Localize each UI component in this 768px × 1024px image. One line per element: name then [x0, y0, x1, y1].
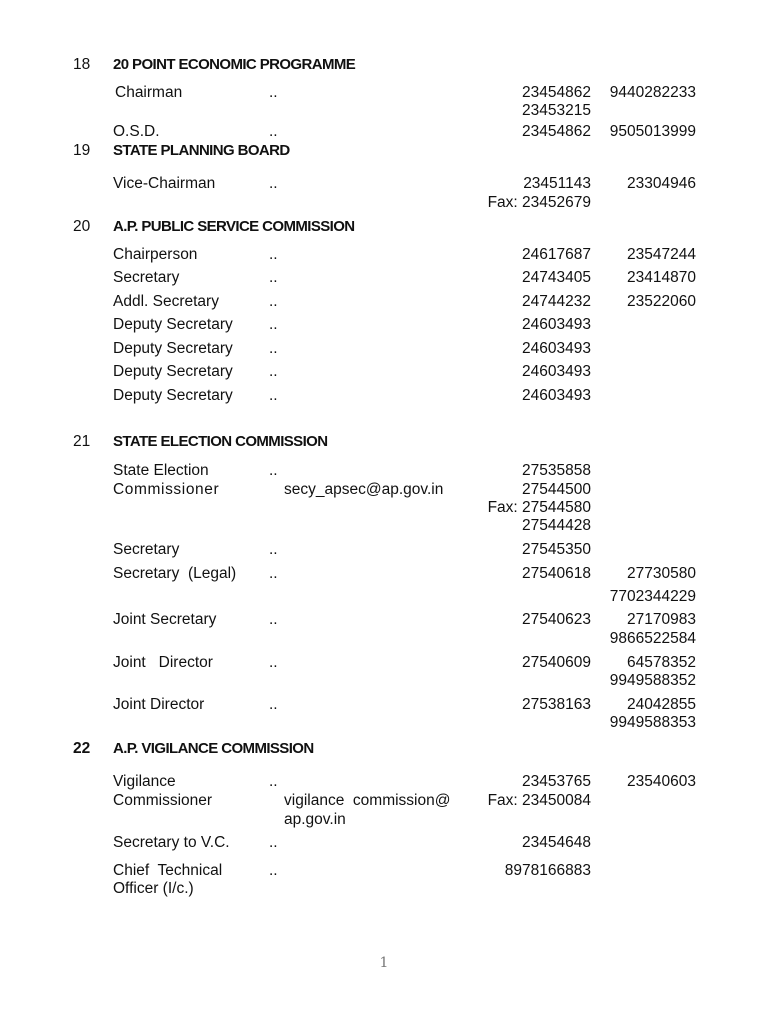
phone-number: 23451143 — [523, 175, 591, 192]
designation: Chairman — [115, 84, 183, 101]
designation: Vice-Chairman — [113, 175, 216, 192]
designation: Deputy Secretary — [113, 340, 233, 357]
section-title: STATE ELECTION COMMISSION — [113, 433, 328, 450]
separator: .. — [269, 175, 278, 192]
designation: Commissioner — [113, 792, 213, 809]
phone-number-secondary: 23522060 — [627, 293, 696, 310]
phone-number-secondary: 9440282233 — [609, 84, 696, 101]
separator: .. — [269, 363, 278, 380]
mobile-number: 9949588352 — [609, 672, 696, 689]
separator: .. — [269, 541, 278, 558]
separator: .. — [269, 316, 278, 333]
phone-number-secondary: 64578352 — [627, 654, 696, 671]
separator: .. — [269, 773, 278, 790]
email-address: ap.gov.in — [284, 811, 346, 828]
separator: .. — [269, 862, 278, 879]
designation: Joint Secretary — [113, 611, 217, 628]
mobile-number: 9866522584 — [609, 630, 696, 647]
email-address: secy_apsec@ap.gov.in — [284, 481, 444, 498]
separator: .. — [269, 654, 278, 671]
section-title: A.P. VIGILANCE COMMISSION — [113, 740, 314, 757]
phone-number-secondary: 9505013999 — [609, 123, 696, 140]
phone-number-secondary: 24042855 — [627, 696, 696, 713]
section-title: 20 POINT ECONOMIC PROGRAMME — [113, 56, 356, 73]
separator: .. — [269, 387, 278, 404]
separator: .. — [269, 123, 278, 140]
separator: .. — [269, 611, 278, 628]
phone-number: 24603493 — [522, 387, 591, 404]
section-number: 21 — [73, 433, 91, 450]
designation: Officer (I/c.) — [113, 880, 194, 897]
section-number: 22 — [73, 740, 91, 757]
page-number: 1 — [379, 955, 389, 971]
phone-number: 23454862 — [522, 84, 591, 101]
section-number: 18 — [73, 56, 91, 73]
phone-number: 24744232 — [522, 293, 591, 310]
designation: Secretary — [113, 269, 180, 286]
designation: State Election — [113, 462, 209, 479]
separator: .. — [269, 565, 278, 582]
fax-number: Fax: 23450084 — [487, 792, 591, 809]
designation: Secretary to V.C. — [113, 834, 230, 851]
designation: Addl. Secretary — [113, 293, 219, 310]
phone-number: 24603493 — [522, 340, 591, 357]
phone-number-secondary: 27170983 — [627, 611, 696, 628]
designation: Secretary (Legal) — [113, 565, 237, 582]
phone-number: 27544500 — [522, 481, 591, 498]
separator: .. — [269, 269, 278, 286]
section-title: A.P. PUBLIC SERVICE COMMISSION — [113, 218, 355, 235]
designation: O.S.D. — [113, 123, 160, 140]
section-number: 19 — [73, 142, 91, 159]
fax-number: Fax: 27544580 — [487, 499, 591, 516]
separator: .. — [269, 84, 278, 101]
phone-number: 8978166883 — [504, 862, 591, 879]
phone-number: 27540623 — [522, 611, 591, 628]
phone-number-secondary: 23304946 — [627, 175, 696, 192]
separator: .. — [269, 834, 278, 851]
section-title: STATE PLANNING BOARD — [113, 142, 290, 159]
fax-number: Fax: 23452679 — [487, 194, 591, 211]
phone-number: 27540609 — [522, 654, 591, 671]
phone-number: 24617687 — [522, 246, 591, 263]
designation: Vigilance — [113, 773, 176, 790]
phone-number: 23454648 — [522, 834, 591, 851]
phone-number: 23453215 — [522, 102, 591, 119]
phone-number: 27545350 — [522, 541, 591, 558]
designation: Joint Director — [113, 654, 213, 671]
phone-number: 23453765 — [522, 773, 591, 790]
phone-number: 24603493 — [522, 363, 591, 380]
separator: .. — [269, 246, 278, 263]
designation: Deputy Secretary — [113, 316, 233, 333]
phone-number: 27544428 — [522, 517, 591, 534]
separator: .. — [269, 696, 278, 713]
phone-number: 23454862 — [522, 123, 591, 140]
separator: .. — [269, 340, 278, 357]
phone-number-secondary: 23547244 — [627, 246, 696, 263]
mobile-number: 7702344229 — [609, 588, 696, 605]
phone-number: 24743405 — [522, 269, 591, 286]
phone-number-secondary: 23414870 — [627, 269, 696, 286]
phone-number: 27540618 — [522, 565, 591, 582]
phone-number-secondary: 23540603 — [627, 773, 696, 790]
designation: Chairperson — [113, 246, 198, 263]
separator: .. — [269, 293, 278, 310]
email-address: vigilance commission@ — [284, 792, 451, 809]
phone-number-secondary: 27730580 — [627, 565, 696, 582]
phone-number: 27535858 — [522, 462, 591, 479]
section-number: 20 — [73, 218, 91, 235]
designation: Deputy Secretary — [113, 387, 233, 404]
designation: Commissioner — [113, 481, 220, 498]
mobile-number: 9949588353 — [609, 714, 696, 731]
separator: .. — [269, 462, 278, 479]
phone-number: 24603493 — [522, 316, 591, 333]
designation: Chief Technical — [113, 862, 223, 879]
phone-number: 27538163 — [522, 696, 591, 713]
designation: Deputy Secretary — [113, 363, 233, 380]
designation: Secretary — [113, 541, 180, 558]
designation: Joint Director — [113, 696, 205, 713]
